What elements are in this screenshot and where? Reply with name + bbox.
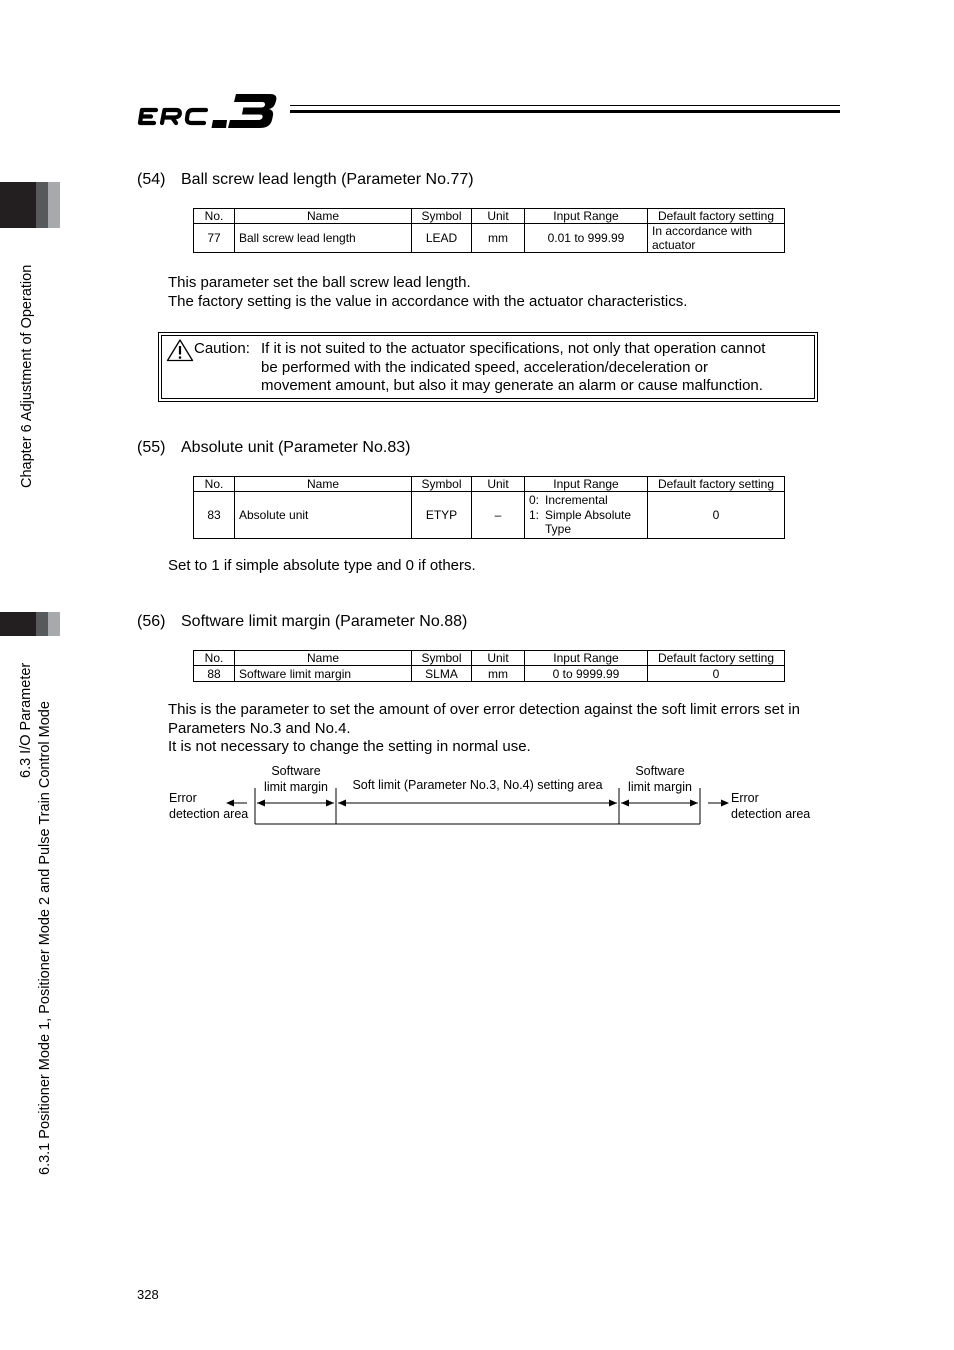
parameter-table xyxy=(193,650,785,682)
header-default: Default factory setting xyxy=(648,209,785,224)
erc3-logo xyxy=(136,92,286,130)
cell-unit: mm xyxy=(472,224,525,253)
range-item: 1: Simple Absolute xyxy=(529,507,632,522)
body-line: This parameter set the ball screw lead length. xyxy=(168,274,471,291)
table-row xyxy=(194,224,785,253)
body-line: The factory setting is the value in accordance with the actuator characteristics. xyxy=(168,292,688,310)
section-heading xyxy=(137,613,467,631)
section-heading xyxy=(137,439,410,457)
cell-default: 0 xyxy=(648,666,785,682)
caution-line: If it is not suited to the actuator specifications, not only that operation cannot xyxy=(261,340,766,357)
header-rule-thick xyxy=(290,110,840,113)
soft-limit-area-label: Soft limit (Parameter No.3, No.4) setting area xyxy=(352,778,603,792)
caution-line: movement amount, but also it may generate an alarm or cause malfunction. xyxy=(261,377,763,394)
table-header-row xyxy=(194,651,785,666)
subsection-label: 6.3.1 Positioner Mode 1, Positioner Mode 2 and Pulse Train Control Mode xyxy=(37,701,53,1175)
header-name: Name xyxy=(235,651,412,666)
cell-symbol: ETYP xyxy=(412,492,472,539)
cell-no: 77 xyxy=(194,224,235,253)
left-software-limit-margin-label: Software limit margin xyxy=(264,764,328,794)
input-range-list xyxy=(529,493,631,537)
cell-default: In accordance with actuator xyxy=(648,224,785,253)
cell-unit: mm xyxy=(472,666,525,682)
table-row xyxy=(194,666,785,682)
section-number: (56) xyxy=(137,613,166,630)
header-symbol: Symbol xyxy=(412,209,472,224)
header-symbol: Symbol xyxy=(412,651,472,666)
right-software-limit-margin-label: Software limit margin xyxy=(628,764,692,794)
section-title: Software limit margin (Parameter No.88) xyxy=(181,613,468,630)
right-error-detection-label: Error detection area xyxy=(731,791,811,821)
section-heading xyxy=(137,171,474,189)
cell-symbol: LEAD xyxy=(412,224,472,253)
table-row xyxy=(194,492,785,539)
section-label: 6.3 I/O Parameter xyxy=(18,662,34,778)
header-rule-thin xyxy=(290,105,840,106)
header-input-range: Input Range xyxy=(525,209,648,224)
cell-input-range: 0 to 9999.99 xyxy=(525,666,648,682)
cell-unit: – xyxy=(472,492,525,539)
header-no: No. xyxy=(194,209,235,224)
header-unit: Unit xyxy=(472,209,525,224)
caution-line: be performed with the indicated speed, acceleration/deceleration or xyxy=(261,358,708,376)
header-unit: Unit xyxy=(472,477,525,492)
section-number: (54) xyxy=(137,171,166,188)
cell-no: 88 xyxy=(194,666,235,682)
cell-name: Ball screw lead length xyxy=(235,224,412,253)
table-header-row xyxy=(194,477,785,492)
section-title: Absolute unit (Parameter No.83) xyxy=(181,439,411,456)
header-unit: Unit xyxy=(472,651,525,666)
cell-input-range: 0.01 to 999.99 xyxy=(525,224,648,253)
parameter-table xyxy=(193,208,785,253)
body-line: Parameters No.3 and No.4. xyxy=(168,719,351,737)
cell-no: 83 xyxy=(194,492,235,539)
warning-triangle-icon xyxy=(166,338,194,362)
range-item: Type xyxy=(545,522,572,536)
body-line: Set to 1 if simple absolute type and 0 if others. xyxy=(168,557,476,574)
chapter-label: Chapter 6 Adjustment of Operation xyxy=(19,264,35,488)
body-text xyxy=(168,557,476,576)
caution-label: Caution: xyxy=(194,340,250,357)
cell-name: Software limit margin xyxy=(235,666,412,682)
table-header-row xyxy=(194,209,785,224)
cell-default: 0 xyxy=(648,492,785,539)
body-line: This is the parameter to set the amount of over error detection against the soft limit errors set in xyxy=(168,701,800,718)
page-number: 328 xyxy=(137,1287,159,1302)
cell-symbol: SLMA xyxy=(412,666,472,682)
header-input-range: Input Range xyxy=(525,651,648,666)
header-name: Name xyxy=(235,477,412,492)
header-default: Default factory setting xyxy=(648,651,785,666)
limit-margin-diagram xyxy=(160,760,830,840)
header-name: Name xyxy=(235,209,412,224)
header-no: No. xyxy=(194,477,235,492)
section-tab-marker xyxy=(0,612,60,636)
section-number: (55) xyxy=(137,439,166,456)
header-symbol: Symbol xyxy=(412,477,472,492)
range-item: 0: Incremental xyxy=(529,493,608,507)
body-line: It is not necessary to change the setting in normal use. xyxy=(168,738,531,755)
header-input-range: Input Range xyxy=(525,477,648,492)
left-error-detection-label: Error detection area xyxy=(169,791,249,821)
header-no: No. xyxy=(194,651,235,666)
chapter-tab-marker xyxy=(0,182,60,228)
body-text xyxy=(168,274,687,311)
section-title: Ball screw lead length (Parameter No.77) xyxy=(181,171,474,188)
cell-name: Absolute unit xyxy=(235,492,412,539)
header-default: Default factory setting xyxy=(648,477,785,492)
body-text xyxy=(168,701,800,757)
parameter-table xyxy=(193,476,785,539)
caution-text xyxy=(261,340,765,396)
